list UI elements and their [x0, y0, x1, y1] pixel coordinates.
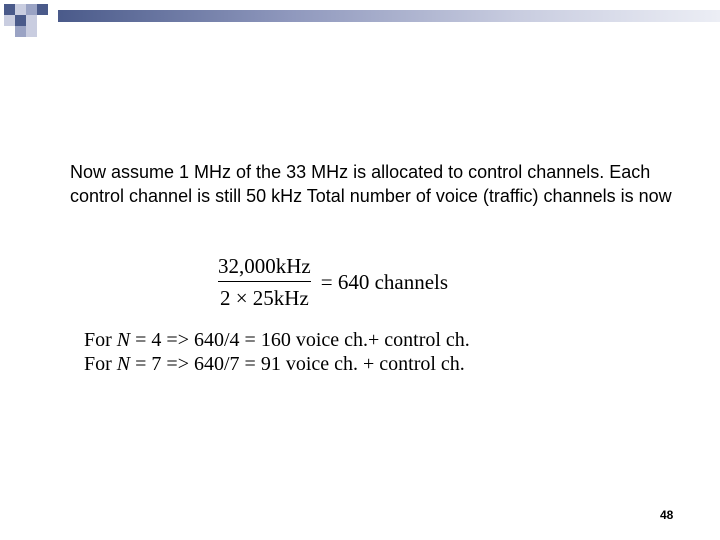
header-decoration	[0, 0, 720, 48]
formula-denominator: 2 × 25kHz	[218, 281, 311, 311]
deco-square	[26, 15, 37, 26]
deco-square	[4, 4, 15, 15]
deco-square	[37, 4, 48, 15]
calc-rest: = 7 => 640/7 = 91 voice ch. + control ch.	[130, 353, 465, 375]
page-number: 48	[660, 508, 674, 522]
calculation-line	[84, 328, 470, 352]
calc-rest: = 4 => 640/4 = 160 voice ch.+ control ch.	[130, 329, 470, 351]
formula-numerator: 32,000kHz	[218, 254, 311, 278]
header-gradient-bar	[58, 10, 720, 22]
calculation-line	[84, 352, 470, 376]
body-text: Now assume 1 MHz of the 33 MHz is allocated to control channels. Each control channel is still 50 kHz Total number of voice (traffic) channels is now	[70, 162, 672, 206]
deco-square	[15, 26, 26, 37]
deco-square	[26, 26, 37, 37]
calc-prefix: For	[84, 353, 117, 375]
channel-formula	[216, 254, 448, 311]
calculation-list	[84, 328, 470, 376]
deco-square	[4, 15, 15, 26]
deco-square	[15, 15, 26, 26]
deco-square	[26, 4, 37, 15]
deco-square	[15, 4, 26, 15]
calc-prefix: For	[84, 329, 117, 351]
formula-result: = 640 channels	[320, 270, 449, 294]
formula-fraction	[216, 254, 313, 311]
calc-variable: N	[116, 353, 131, 375]
calc-variable: N	[116, 329, 131, 351]
